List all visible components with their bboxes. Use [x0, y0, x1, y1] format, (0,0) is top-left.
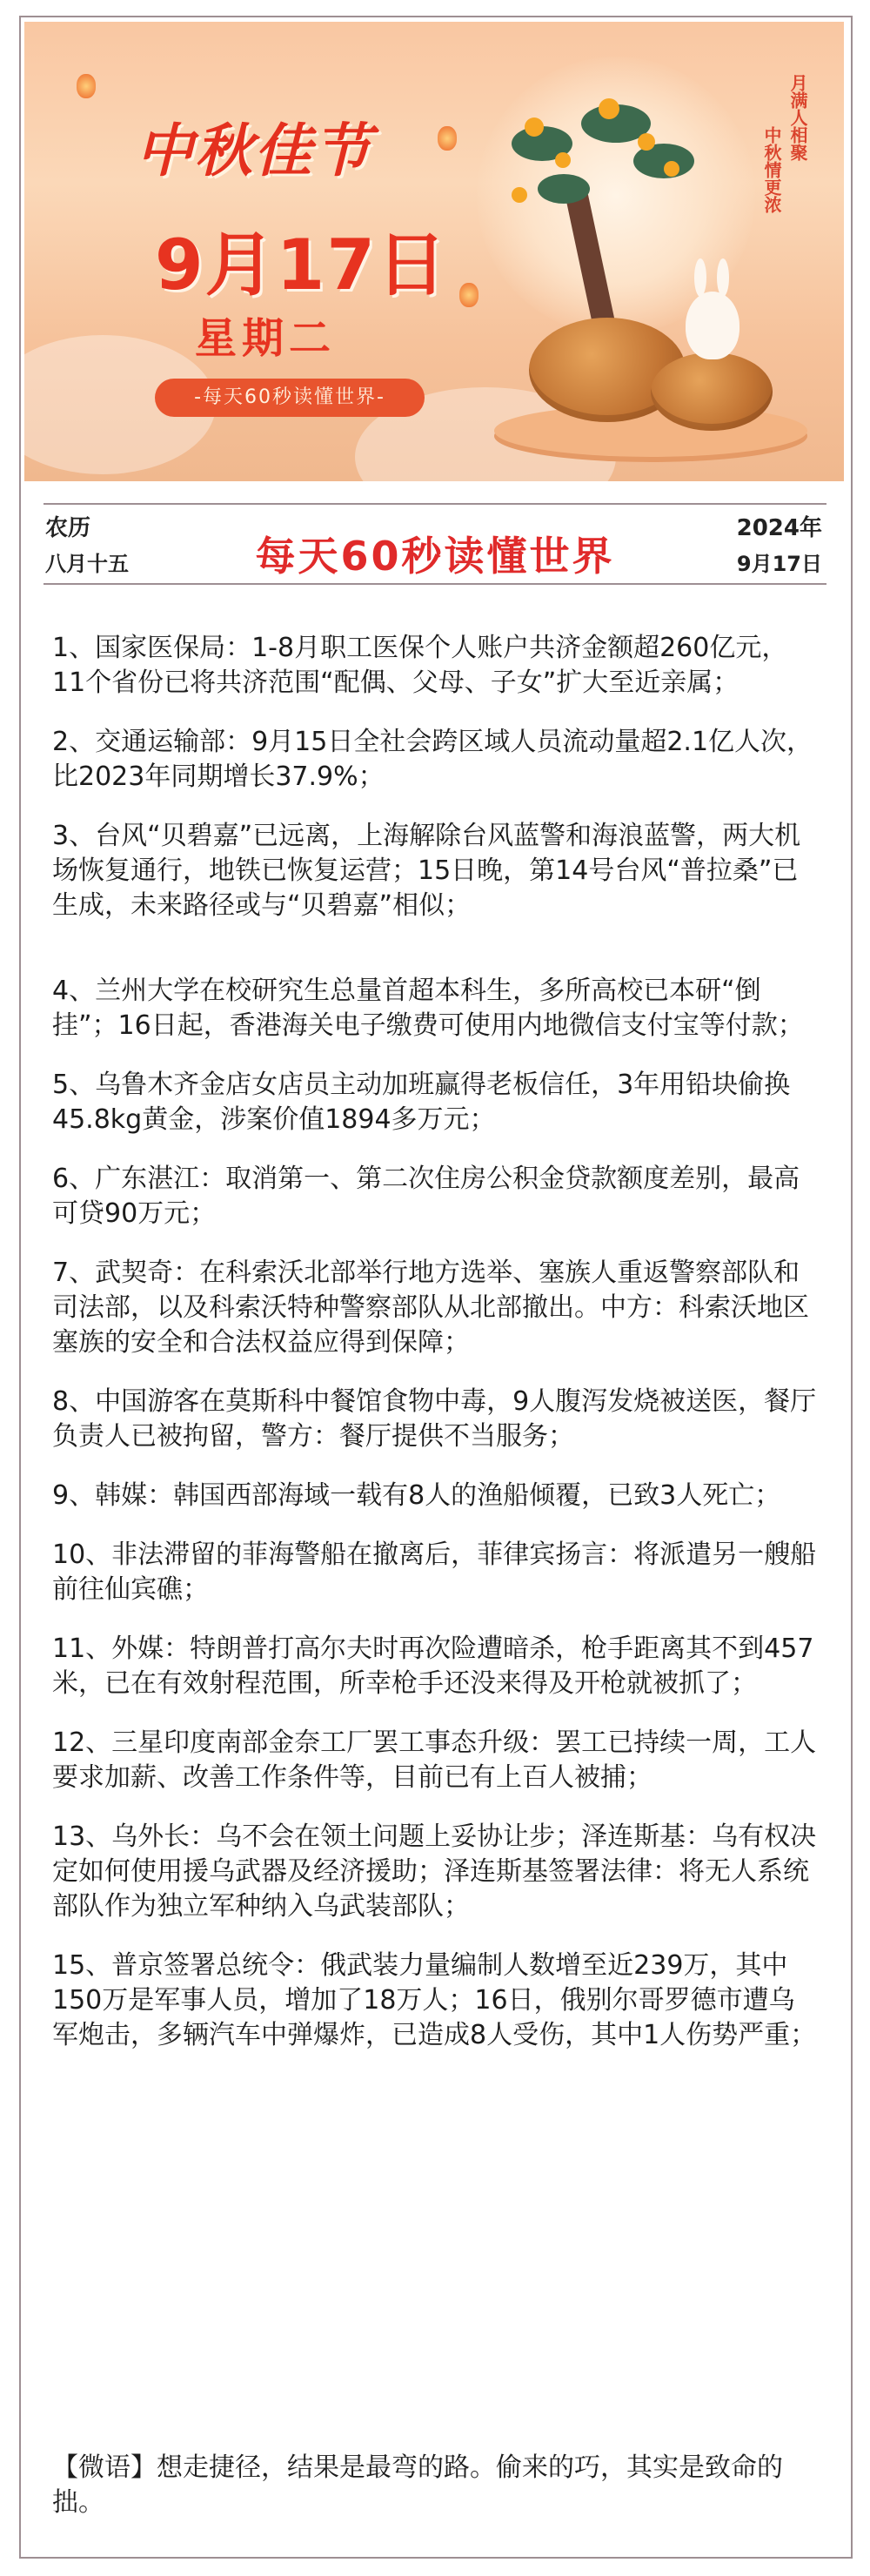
daily-quote: 【微语】想走捷径，结果是最弯的路。偷来的巧，其实是致命的拙。	[52, 2452, 783, 2518]
header-day: 9月17日	[736, 552, 822, 576]
banner-weekday: 星期二	[195, 314, 337, 363]
lunar-label: 农历	[45, 515, 91, 541]
list-item: 3、台风“贝碧嘉”已远离，上海解除台风蓝警和海浪蓝警，两大机场恢复通行，地铁已恢复运营；15日晚，第14号台风“普拉桑”已生成，未来路径或与“贝碧嘉”相似；	[52, 821, 801, 921]
festival-banner	[24, 22, 844, 481]
lantern-icon	[459, 283, 478, 307]
list-item: 8、中国游客在莫斯科中餐馆食物中毒，9人腹泻发烧被送医，餐厅负责人已被拘留，警方：餐厅提供不当服务；	[52, 1386, 817, 1452]
list-item: 2、交通运输部：9月15日全社会跨区域人员流动量超2.1亿人次，比2023年同期增长37.9%；	[52, 727, 813, 792]
list-item: 11、外媒：特朗普打高尔夫时再次险遭暗杀，枪手距离其不到457米，已在有效射程范围，所幸枪手还没来得及开枪就被抓了；	[52, 1633, 814, 1699]
list-item: 4、兰州大学在校研究生总量首超本科生，多所高校已本研“倒挂”；16日起，香港海关电子缴费可使用内地微信支付宝等付款；	[52, 976, 804, 1041]
list-item: 5、乌鲁木齐金店女店员主动加班赢得老板信任，3年用铅块偷换45.8kg黄金，涉案价值1894多万元；	[52, 1070, 791, 1135]
list-item: 13、乌外长：乌不会在领土问题上妥协让步；泽连斯基：乌有权决定如何使用援乌武器及经济援助；泽连斯基签署法律：将无人系统部队作为独立军种纳入乌武装部队；	[52, 1821, 817, 1922]
lantern-icon	[77, 74, 96, 98]
lunar-date: 八月十五	[45, 552, 129, 576]
banner-date: 9月17日	[155, 225, 448, 305]
banner-tagline: -每天60秒读懂世界-	[155, 379, 425, 417]
news-list	[52, 631, 818, 2077]
slogan-left: 月满人相聚	[787, 74, 808, 161]
header-divider	[44, 583, 826, 585]
list-item: 1、国家医保局：1-8月职工医保个人账户共济金额超260亿元，11个省份已将共济范围“配偶、父母、子女”扩大至近亲属；	[52, 633, 788, 698]
page-title: 每天60秒读懂世界	[255, 533, 615, 580]
lantern-icon	[438, 126, 457, 151]
mooncake-icon	[651, 352, 773, 431]
list-item: 10、非法滞留的菲海警船在撤离后，菲律宾扬言：将派遣另一艘船前往仙宾礁；	[52, 1540, 817, 1605]
slogan-right: 中秋情更浓	[761, 126, 782, 213]
list-item: 12、三星印度南部金奈工厂罢工事态升级：罢工已持续一周，工人要求加薪、改善工作条件等，目前已有上百人被捕；	[52, 1727, 817, 1793]
list-item: 6、广东湛江：取消第一、第二次住房公积金贷款额度差别，最高可贷90万元；	[52, 1164, 800, 1229]
list-item: 9、韩媒：韩国西部海域一载有8人的渔船倾覆，已致3人死亡；	[52, 1480, 781, 1511]
top-divider	[44, 503, 826, 505]
list-item: 15、普京签署总统令：俄武装力量编制人数增至近239万，其中150万是军事人员，增加了18万人；16日，俄别尔哥罗德市遭乌军炮击，多辆汽车中弹爆炸，已造成8人受伤，其中1人伤势严重；	[52, 1950, 817, 2050]
festival-title: 中秋佳节	[136, 117, 372, 184]
header-year: 2024年	[736, 515, 822, 541]
list-item: 7、武契奇：在科索沃北部举行地方选举、塞族人重返警察部队和司法部，以及科索沃特种警察部队从北部撤出。中方：科索沃地区塞族的安全和合法权益应得到保障；	[52, 1258, 809, 1358]
rabbit-icon	[694, 258, 706, 297]
